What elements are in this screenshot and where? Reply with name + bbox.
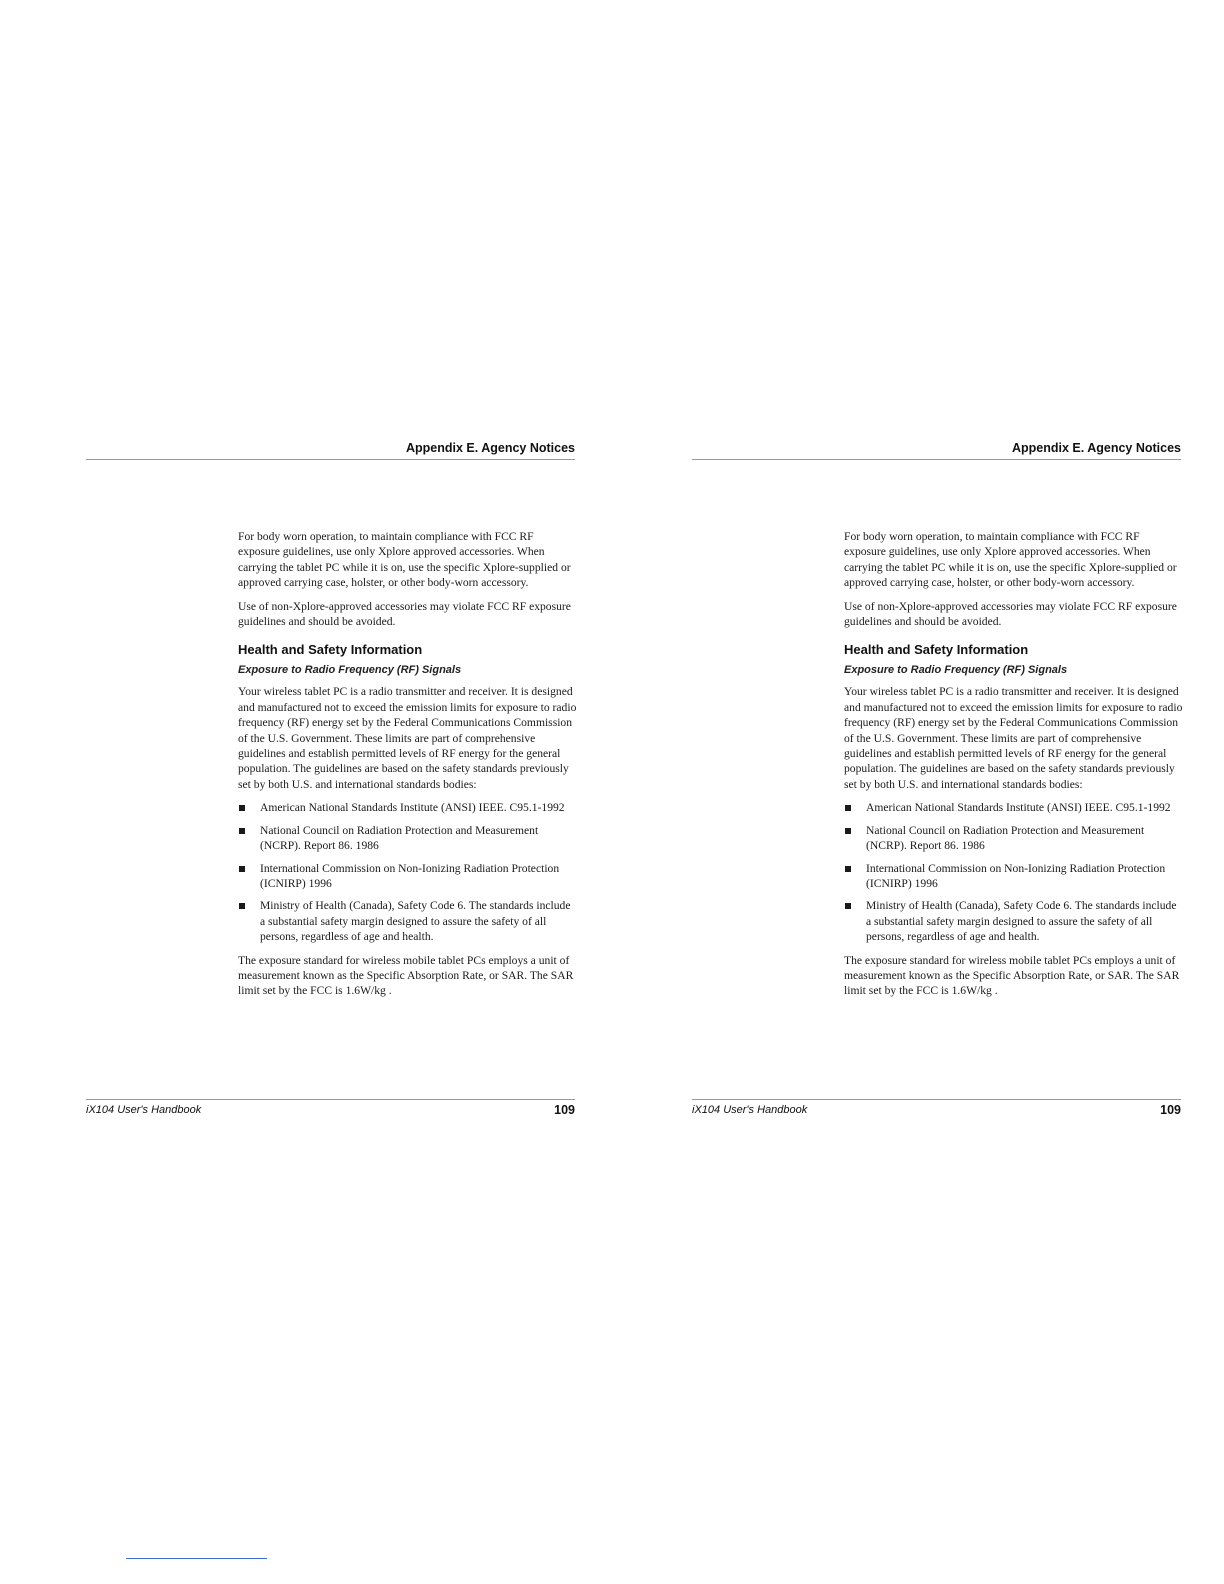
footer-title: iX104 User's Handbook [692, 1104, 808, 1116]
list-item-text: International Commission on Non-Ionizing Radiation Protection (ICNIRP) 1996 [866, 861, 1166, 890]
body-paragraph: Use of non-Xplore-approved accessories may violate FCC RF exposure guidelines and should be avoided. [844, 599, 1177, 629]
list-item-text: National Council on Radiation Protection and Measurement (NCRP). Report 86. 1986 [866, 823, 1145, 853]
list-item [238, 898, 578, 944]
subsection-heading: Exposure to Radio Frequency (RF) Signals [238, 664, 462, 677]
list-item [844, 898, 1184, 944]
page-number: 109 [1160, 1103, 1181, 1117]
bullet-square-icon [239, 805, 245, 811]
bullet-list [844, 800, 1184, 944]
link-underline-divider [126, 1558, 267, 1559]
body-paragraph: Your wireless tablet PC is a radio transmitter and receiver. It is designed and manufactured not to exceed the emission limits for exposure to radio frequency (RF) energy set by the Federal Communications Commission of the U.S. Government. These limits are part of comprehensive guidelines and establish permitted levels of RF energy for the general population. The guidelines are based on the safety standards previously set by both U.S. and international standards bodies: [844, 685, 1183, 791]
page-header [692, 441, 1181, 460]
bullet-square-icon [845, 805, 851, 811]
bullet-square-icon [239, 828, 245, 834]
footer-title: iX104 User's Handbook [86, 1104, 202, 1116]
page-footer [692, 1099, 1181, 1120]
list-item-text: American National Standards Institute (ANSI) IEEE. C95.1-1992 [866, 801, 1171, 815]
header-title: Appendix E. Agency Notices [1011, 441, 1181, 455]
list-item-text: International Commission on Non-Ionizing Radiation Protection (ICNIRP) 1996 [260, 861, 560, 890]
section-heading: Health and Safety Information [238, 642, 423, 658]
page-body [844, 529, 1184, 1007]
list-item [238, 861, 578, 892]
page-number: 109 [554, 1103, 575, 1117]
body-paragraph: The exposure standard for wireless mobile tablet PCs employs a unit of measurement known as the Specific Absorption Rate, or SAR. The SAR limit set by the FCC is 1.6W/kg . [238, 953, 574, 998]
bullet-square-icon [239, 866, 245, 872]
list-item [844, 823, 1184, 854]
page-header [86, 441, 575, 460]
body-paragraph: Your wireless tablet PC is a radio transmitter and receiver. It is designed and manufactured not to exceed the emission limits for exposure to radio frequency (RF) energy set by the Federal Communications Commission of the U.S. Government. These limits are part of comprehensive guidelines and establish permitted levels of RF energy for the general population. The guidelines are based on the safety standards previously set by both U.S. and international standards bodies: [238, 685, 577, 791]
body-paragraph: For body worn operation, to maintain compliance with FCC RF exposure guidelines, use only Xplore approved accessories. When carrying the tablet PC while it is on, use the specific Xplore-supplied or approved carrying case, holster, or other body-worn accessory. [844, 530, 1177, 590]
bullet-square-icon [239, 903, 245, 909]
list-item [238, 800, 578, 815]
bullet-list [238, 800, 578, 944]
bullet-square-icon [845, 866, 851, 872]
subsection-heading: Exposure to Radio Frequency (RF) Signals [844, 664, 1068, 677]
list-item-text: Ministry of Health (Canada), Safety Code 6. The standards include a substantial safety margin designed to assure the safety of all persons, regardless of age and health. [260, 899, 571, 944]
document-page-right [606, 0, 1218, 1584]
header-title: Appendix E. Agency Notices [405, 441, 575, 455]
list-item-text: Ministry of Health (Canada), Safety Code 6. The standards include a substantial safety margin designed to assure the safety of all persons, regardless of age and health. [866, 899, 1177, 944]
body-paragraph: Use of non-Xplore-approved accessories may violate FCC RF exposure guidelines and should be avoided. [238, 599, 571, 629]
list-item [844, 861, 1184, 892]
list-item-text: National Council on Radiation Protection and Measurement (NCRP). Report 86. 1986 [260, 823, 539, 853]
list-item-text: American National Standards Institute (ANSI) IEEE. C95.1-1992 [260, 801, 565, 815]
body-paragraph: The exposure standard for wireless mobile tablet PCs employs a unit of measurement known as the Specific Absorption Rate, or SAR. The SAR limit set by the FCC is 1.6W/kg . [844, 953, 1180, 998]
bullet-square-icon [845, 828, 851, 834]
body-paragraph: For body worn operation, to maintain compliance with FCC RF exposure guidelines, use only Xplore approved accessories. When carrying the tablet PC while it is on, use the specific Xplore-supplied or approved carrying case, holster, or other body-worn accessory. [238, 530, 571, 590]
page-body [238, 529, 578, 1007]
list-item [238, 823, 578, 854]
page-footer [86, 1099, 575, 1120]
list-item [844, 800, 1184, 815]
section-heading: Health and Safety Information [844, 642, 1029, 658]
bullet-square-icon [845, 903, 851, 909]
